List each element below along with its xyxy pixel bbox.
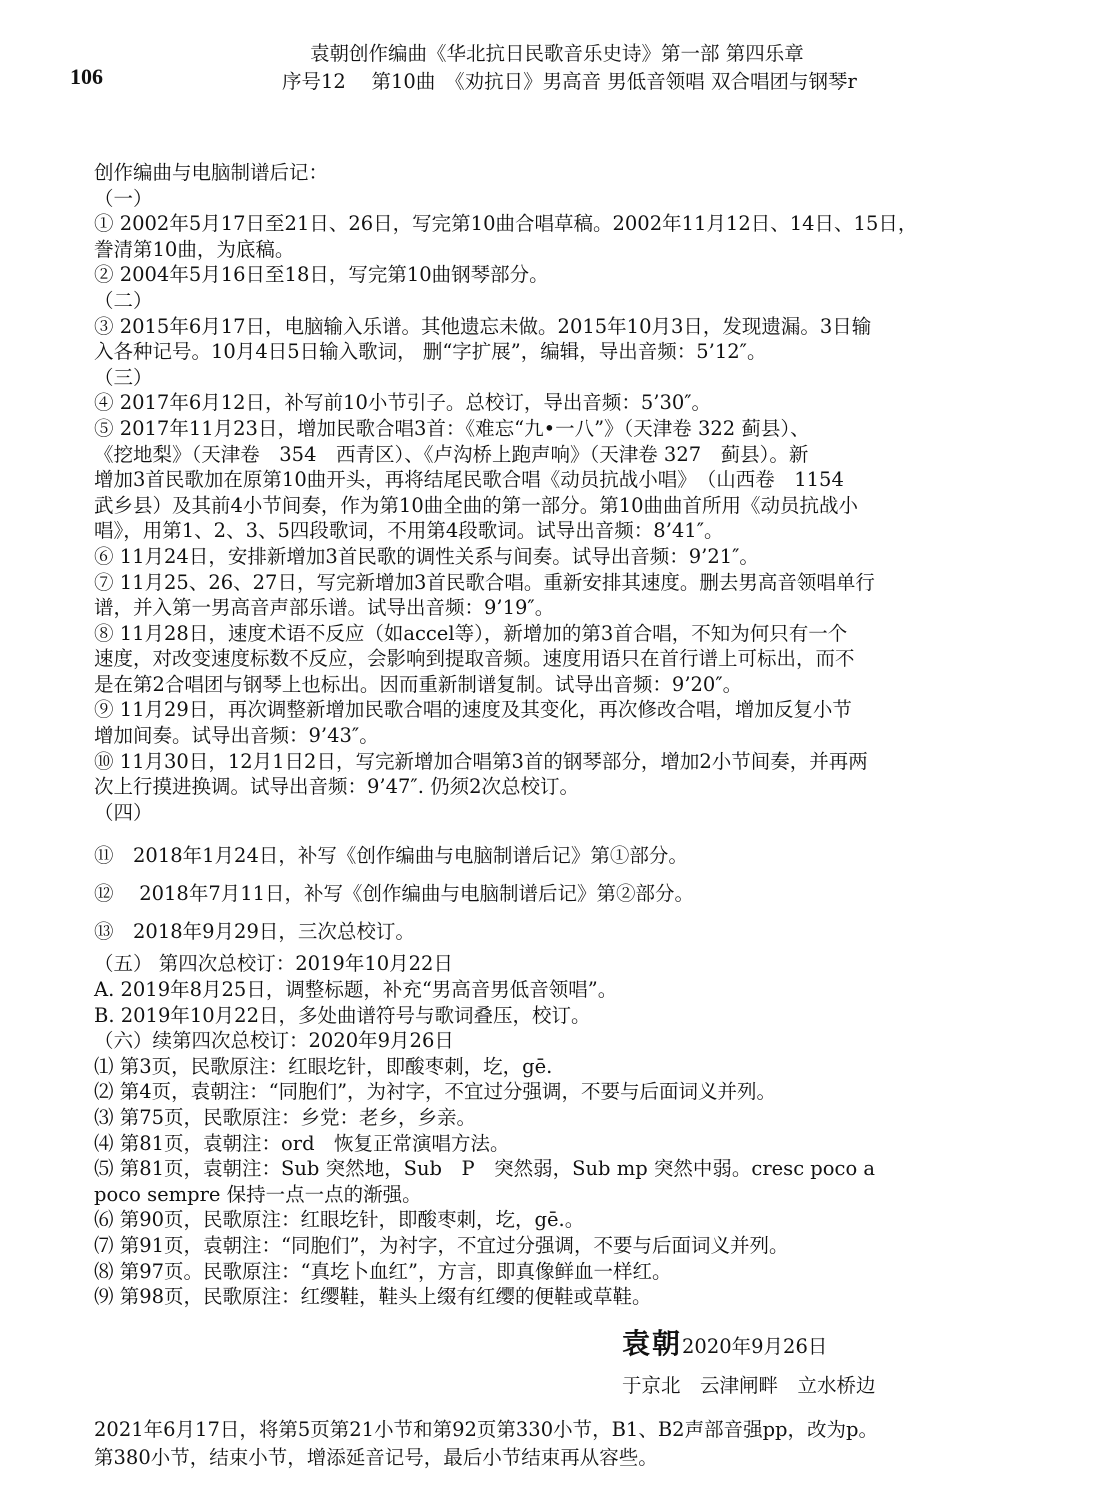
text-line: 《挖地梨》（天津卷 354 西青区）、《卢沟桥上跑声响》（天津卷 327 蓟县）。新 xyxy=(94,442,809,466)
postscript-block-1 xyxy=(94,160,974,825)
text-line: ② 2004年5月16日至18日，写完第10曲钢琴部分。 xyxy=(94,263,549,287)
text-line: ③ 2015年6月17日，电脑输入乐谱。其他遗忘未做。2015年10月3日，发现遗漏。3日输 xyxy=(94,314,872,338)
text-line: ⑻ 第97页。民歌原注：“真圪卜血红”，方言，即真像鲜血一样红。 xyxy=(94,1259,672,1283)
text-line: ⑫ 2018年7月11日，补写《创作编曲与电脑制谱后记》第②部分。 xyxy=(94,882,695,906)
addendum-line: 2021年6月17日，将第5页第21小节和第92页第330小节，B1、B2声部音强pp，改为p。 xyxy=(94,1418,879,1441)
text-line: （二） xyxy=(94,288,153,312)
signature-date: 2020年9月26日 xyxy=(682,1335,828,1358)
text-line: ⑪ 2018年1月24日，补写《创作编曲与电脑制谱后记》第①部分。 xyxy=(94,844,688,868)
text-line: 增加3首民歌加在原第10曲开头，再将结尾民歌合唱《动员抗战小唱》 （山西卷 1154 xyxy=(94,468,844,492)
text-line: A. 2019年8月25日，调整标题，补充“男高音男低音领唱”。 xyxy=(94,978,618,1002)
text-line: 入各种记号。10月4日5日输入歌词， 删“字扩展”，编辑，导出音频：5’12″。 xyxy=(94,340,767,364)
text-line: （五） 第四次总校订：2019年10月22日 xyxy=(94,952,453,976)
addendum xyxy=(94,1416,878,1472)
postscript-block-3 xyxy=(94,951,974,1309)
author-signature: 袁朝 xyxy=(622,1327,683,1360)
text-line: 谱，并入第一男高音声部乐谱。试导出音频：9’19″。 xyxy=(94,596,555,620)
text-line: ① 2002年5月17日至21日、26日，写完第10曲合唱草稿。2002年11月12日、14日、15日， xyxy=(94,212,918,236)
text-line: poco sempre 保持一点一点的渐强。 xyxy=(94,1182,422,1206)
page-header xyxy=(282,40,857,96)
signature-block xyxy=(622,1322,876,1398)
page-number: 106 xyxy=(70,64,103,89)
text-line: 创作编曲与电脑制谱后记： xyxy=(94,161,329,184)
text-line: ④ 2017年6月12日，补写前10小节引子。总校订，导出音频：5’30″。 xyxy=(94,391,712,415)
text-line: 增加间奏。试导出音频：9’43″。 xyxy=(94,724,379,748)
text-line: ⑤ 2017年11月23日，增加民歌合唱3首：《难忘“九•一八”》（天津卷 322 蓟县）、 xyxy=(94,416,810,440)
text-line: 武乡县）及其前4小节间奏，作为第10曲全曲的第一部分。第10曲曲首所用《动员抗战小 xyxy=(94,493,859,517)
text-line: ⑷ 第81页，袁朝注：ord 恢复正常演唱方法。 xyxy=(94,1131,510,1155)
text-line: 唱》，用第1、2、3、5四段歌词，不用第4段歌词。试导出音频：8’41″。 xyxy=(94,519,724,543)
text-line: B. 2019年10月22日，多处曲谱符号与歌词叠压，校订。 xyxy=(94,1003,591,1027)
text-line: ⑴ 第3页，民歌原注：红眼圪针，即酸枣刺，圪，gē. xyxy=(94,1054,553,1078)
text-line: ⑬ 2018年9月29日，三次总校订。 xyxy=(94,920,415,944)
text-line: ⑦ 11月25、26、27日，写完新增加3首民歌合唱。重新安排其速度。删去男高音领唱单行 xyxy=(94,570,875,594)
text-line: ⑸ 第81页，袁朝注：Sub 突然地，Sub P 突然弱，Sub mp 突然中弱。cresc poco a xyxy=(94,1157,876,1181)
text-line: （一） xyxy=(94,186,153,210)
text-line: 是在第2合唱团与钢琴上也标出。因而重新制谱复制。试导出音频：9’20″。 xyxy=(94,672,743,696)
text-line: 誊清第10曲，为底稿。 xyxy=(94,237,295,261)
text-line: （六）续第四次总校订：2020年9月26日 xyxy=(94,1029,454,1053)
text-line: ⑼ 第98页，民歌原注：红缨鞋，鞋头上缀有红缨的便鞋或草鞋。 xyxy=(94,1285,652,1309)
text-line: ⑩ 11月30日，12月1日2日，写完新增加合唱第3首的钢琴部分，增加2小节间奏，并再两 xyxy=(94,749,868,773)
postscript-body xyxy=(94,160,974,1310)
text-line: （三） xyxy=(94,365,153,389)
text-line: ⑧ 11月28日，速度术语不反应（如accel等），新增加的第3首合唱，不知为何只有一个 xyxy=(94,621,848,645)
postscript-block-2 xyxy=(94,837,974,951)
text-line: ⑶ 第75页，民歌原注：乡党：老乡，乡亲。 xyxy=(94,1106,477,1129)
header-title: 袁朝创作编曲《华北抗日民歌音乐史诗》第一部 第四乐章 xyxy=(310,42,804,65)
text-line: （四） xyxy=(94,800,153,824)
signature-place: 于京北 云津闸畔 立水桥边 xyxy=(622,1374,876,1397)
text-line: ⑨ 11月29日，再次调整新增加民歌合唱的速度及其变化，再次修改合唱，增加反复小节 xyxy=(94,698,852,722)
text-line: ⑺ 第91页，袁朝注：“同胞们”，为衬字，不宜过分强调，不要与后面词义并列。 xyxy=(94,1233,789,1257)
text-line: 次上行摸进换调。试导出音频：9’47″. 仍须2次总校订。 xyxy=(94,775,580,799)
addendum-line: 第380小节，结束小节，增添延音记号，最后小节结束再从容些。 xyxy=(94,1446,658,1469)
text-line: 速度，对改变速度标数不反应，会影响到提取音频。速度用语只在首行谱上可标出，而不 xyxy=(94,647,855,671)
header-subtitle: 序号12 第10曲 《劝抗日》男高音 男低音领唱 双合唱团与钢琴r xyxy=(282,70,857,93)
text-line: ⑹ 第90页，民歌原注：红眼圪针，即酸枣刺，圪，gē.。 xyxy=(94,1208,585,1232)
text-line: ⑥ 11月24日，安排新增加3首民歌的调性关系与间奏。试导出音频：9’21″。 xyxy=(94,544,759,568)
text-line: ⑵ 第4页，袁朝注：“同胞们”，为衬字，不宜过分强调，不要与后面词义并列。 xyxy=(94,1080,777,1104)
